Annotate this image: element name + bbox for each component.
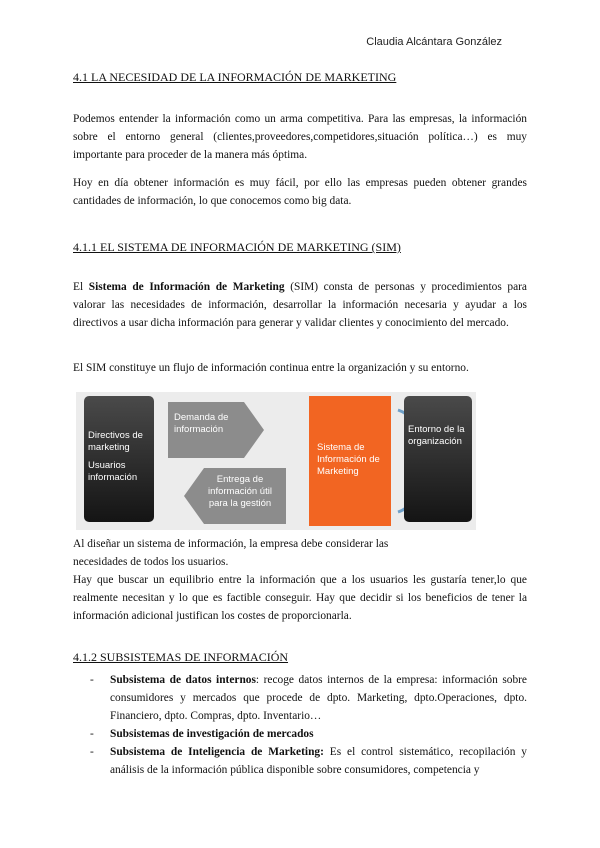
list-item-title: Subsistemas de investigación de mercados xyxy=(110,728,314,740)
delivery-label: Entrega de información útil para la gestión xyxy=(208,474,272,509)
paragraph-design: Al diseñar un sistema de información, la empresa debe considerar las necesidades de todos los usuarios. xyxy=(73,538,389,568)
marketing-managers-box xyxy=(84,396,154,522)
paragraph-sim-definition xyxy=(73,278,527,332)
demand-label: Demanda de información xyxy=(174,412,229,435)
paragraph-information-weapon: Podemos entender la información como un arma competitiva. Para las empresas, la información sobre el entorno general (clientes,proveedores,competidores,situación política…) es muy importante para proceder de la manera más óptima. xyxy=(73,113,527,161)
marketing-managers-label: Directivos de marketing xyxy=(88,430,143,453)
heading-4-1-2: 4.1.2 SUBSISTEMAS DE INFORMACIÓN xyxy=(73,650,289,664)
subsystems-list xyxy=(90,671,527,779)
heading-4-1-1: 4.1.1 EL SISTEMA DE INFORMACIÓN DE MARKETING (SIM) xyxy=(73,240,401,254)
list-item xyxy=(90,671,527,725)
sim-rest: (SIM) consta de personas y procedimientos para valorar las necesidades de información, desarrollar la información necesaria y ayudar a los directivos a usar dicha información para generar y validar clientes y conocimiento del mercado. xyxy=(73,281,527,329)
list-item-title: Subsistema de datos internos xyxy=(110,674,256,686)
list-item-text: : recoge datos internos de la empresa: información sobre consumidores y mercados que procede de dpto. Marketing, dpto.Operaciones, dpto. Financiero, dpto. Compras, dpto. Inventario… xyxy=(110,674,527,722)
list-item-title: Subsistema de Inteligencia de Marketing: xyxy=(110,746,324,758)
paragraph-big-data: Hoy en día obtener información es muy fácil, por ello las empresas pueden obtener grandes cantidades de información, lo que conocemos como big data. xyxy=(73,177,527,207)
list-item-text: Es el control sistemático, recopilación y análisis de la información pública disponible sobre consumidores, competencia y xyxy=(110,746,527,776)
paragraph-balance: Hay que buscar un equilibrio entre la información que a los usuarios les gustaría tener,lo que realmente necesitan y lo que es factible conseguir. Hay que decidir si los beneficios de tener la información adicional justifican los costes de proporcionarla. xyxy=(73,574,527,622)
info-users-label: Usuarios información xyxy=(88,460,138,483)
heading-4-1: 4.1 LA NECESIDAD DE LA INFORMACIÓN DE MARKETING xyxy=(73,70,397,84)
sim-term: Sistema de Información de Marketing xyxy=(88,281,285,293)
environment-label: Entorno de la organización xyxy=(408,424,465,447)
sim-diagram xyxy=(76,392,476,530)
paragraph-sim-flow: El SIM constituye un flujo de información continua entre la organización y su entorno. xyxy=(73,362,469,374)
author-name: Claudia Alcántara González xyxy=(366,36,502,48)
list-item xyxy=(90,725,527,743)
list-item xyxy=(90,743,527,779)
sim-box-label: Sistema de Información de Marketing xyxy=(317,442,380,477)
environment-box xyxy=(404,396,472,522)
sim-prefix: El xyxy=(73,281,89,293)
